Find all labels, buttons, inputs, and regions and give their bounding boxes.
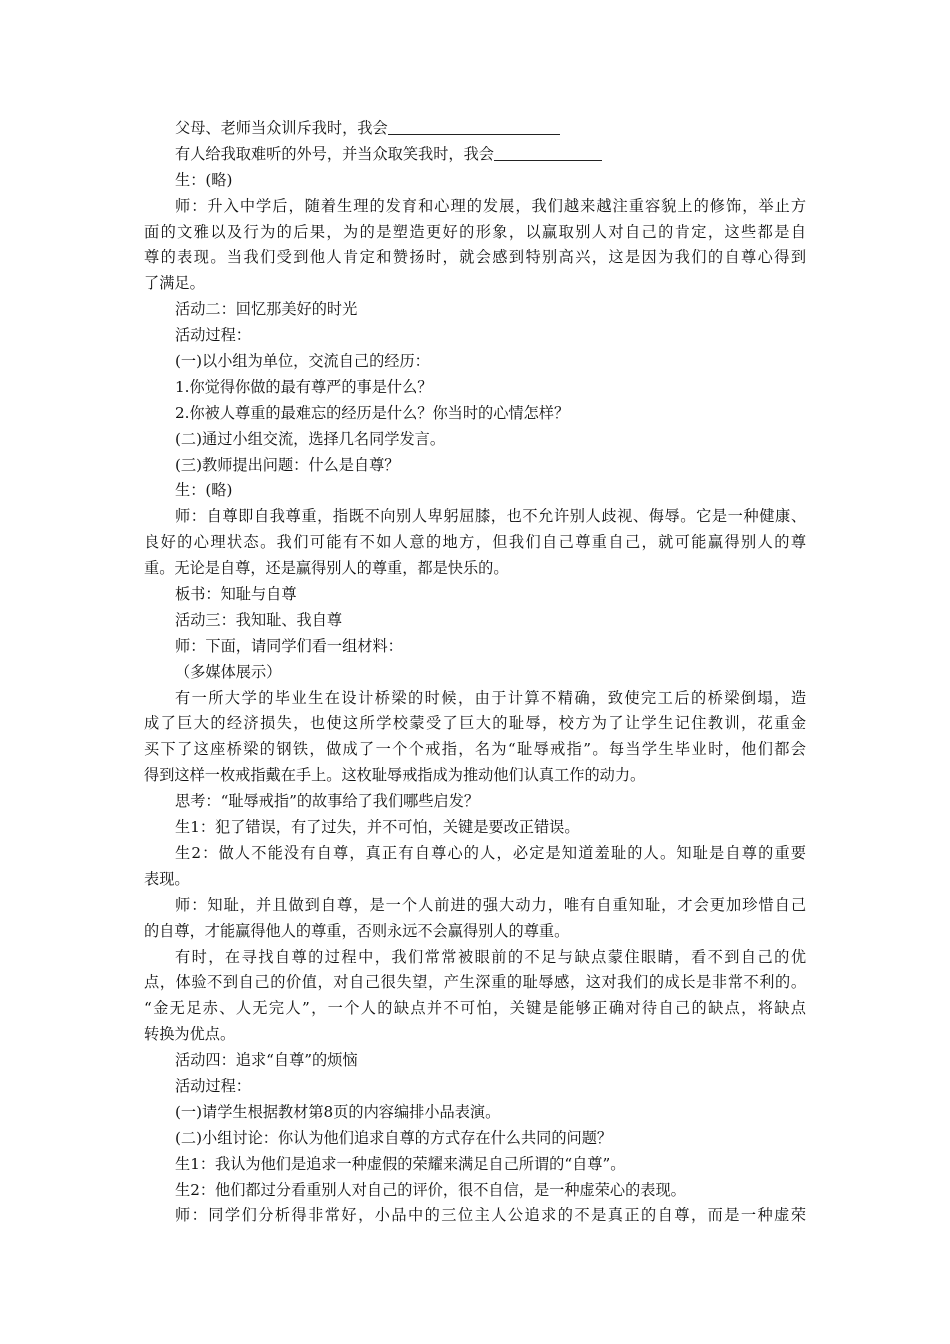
text-line: 转换为优点。 <box>144 1025 236 1044</box>
text-line: 师：自尊即自我尊重，指既不向别人卑躬屈膝，也不允许别人歧视、侮辱。它是一种健康、 <box>175 507 806 526</box>
text-line <box>144 116 806 142</box>
text-line: 2.你被人尊重的最难忘的经历是什么？你当时的心情怎样？ <box>175 403 570 422</box>
text-line: (一)以小组为单位，交流自己的经历： <box>175 352 430 371</box>
answer-blank <box>388 118 560 135</box>
section-heading: 活动四：追求“自尊”的烦恼 <box>175 1051 358 1070</box>
text-line: 的自尊，才能赢得他人的尊重，否则永远不会赢得别人的尊重。 <box>144 921 570 940</box>
text-line: 点，体验不到自己的价值，对自己很失望，产生深重的耻辱感，这对我们的成长是非常不利的。 <box>144 973 806 992</box>
text-line: 1.你觉得你做的最有尊严的事是什么？ <box>175 377 433 396</box>
text-line: 师：下面，请同学们看一组材料： <box>175 636 403 655</box>
text-line: 有时，在寻找自尊的过程中，我们常常被眼前的不足与缺点蒙住眼睛，看不到自己的优 <box>175 947 806 966</box>
section-heading: 活动二：回忆那美好的时光 <box>175 300 358 319</box>
text-line: 生1：犯了错误，有了过失，并不可怕，关键是要改正错误。 <box>175 818 580 837</box>
text-line: (二)小组讨论：你认为他们追求自尊的方式存在什么共同的问题？ <box>175 1128 613 1147</box>
text-line: 生2：他们都过分看重别人对自己的评价，很不自信，是一种虚荣心的表现。 <box>175 1180 686 1199</box>
text-line: 良好的心理状态。我们可能有不如人意的地方，但我们自己尊重自己，就可能赢得别人的尊 <box>144 533 806 552</box>
text-line: (一)请学生根据教材第8页的内容编排小品表演。 <box>175 1102 501 1121</box>
text-line: 师：知耻，并且做到自尊，是一个人前进的强大动力，唯有自重知耻，才会更加珍惜自己 <box>175 895 806 914</box>
text-line: 面的文雅以及行为的后果，为的是塑造更好的形象，以赢取别人对自己的肯定，这些都是自 <box>144 222 806 241</box>
text-line: 得到这样一枚戒指戴在手上。这枚耻辱戒指成为推动他们认真工作的动力。 <box>144 766 646 785</box>
text-line: 有一所大学的毕业生在设计桥梁的时候，由于计算不精确，致使完工后的桥梁倒塌，造 <box>175 688 806 707</box>
text-line: 思考：“耻辱戒指”的故事给了我们哪些启发？ <box>175 792 480 811</box>
line-text: 父母、老师当众训斥我时，我会 <box>175 119 388 137</box>
text-line: （多媒体展示） <box>175 662 282 681</box>
text-line: 生2：做人不能没有自尊，真正有自尊心的人，必定是知道羞耻的人。知耻是自尊的重要 <box>175 843 806 862</box>
text-line: 生1：我认为他们是追求一种虚假的荣耀来满足自己所谓的“自尊”。 <box>175 1154 626 1173</box>
section-heading: 活动三：我知耻、我自尊 <box>175 610 343 629</box>
text-line: 生：(略) <box>175 481 233 500</box>
text-line: 师：升入中学后，随着生理的发育和心理的发展，我们越来越注重容貌上的修饰，举止方 <box>175 196 806 215</box>
text-line: 尊的表现。当我们受到他人肯定和赞扬时，就会感到特别高兴，这是因为我们的自尊心得到 <box>144 248 806 267</box>
document-body <box>144 116 806 1229</box>
answer-blank <box>494 144 602 161</box>
text-line: (三)教师提出问题：什么是自尊？ <box>175 455 400 474</box>
text-line: 了满足。 <box>144 274 205 293</box>
text-line: 表现。 <box>144 869 190 888</box>
text-line: 板书：知耻与自尊 <box>175 585 297 604</box>
text-line: 师：同学们分析得非常好，小品中的三位主人公追求的不是真正的自尊，而是一种虚荣 <box>175 1206 806 1225</box>
text-line: (二)通过小组交流，选择几名同学发言。 <box>175 429 446 448</box>
text-line: 活动过程： <box>175 326 251 345</box>
line-text: 有人给我取难听的外号，并当众取笑我时，我会 <box>175 144 494 163</box>
text-line: 买下了这座桥梁的钢铁，做成了一个个戒指，名为“耻辱戒指”。每当学生毕业时，他们都会 <box>144 740 806 759</box>
text-line: 活动过程： <box>175 1076 251 1095</box>
text-line <box>144 142 806 168</box>
text-line: “金无足赤、人无完人”，一个人的缺点并不可怕，关键是能够正确对待自己的缺点，将缺点 <box>144 999 806 1018</box>
text-line: 成了巨大的经济损失，也使这所学校蒙受了巨大的耻辱，校方为了让学生记住教训，花重金 <box>144 714 806 733</box>
text-line: 生：(略) <box>175 170 233 189</box>
text-line: 重。无论是自尊，还是赢得别人的尊重，都是快乐的。 <box>144 559 509 578</box>
